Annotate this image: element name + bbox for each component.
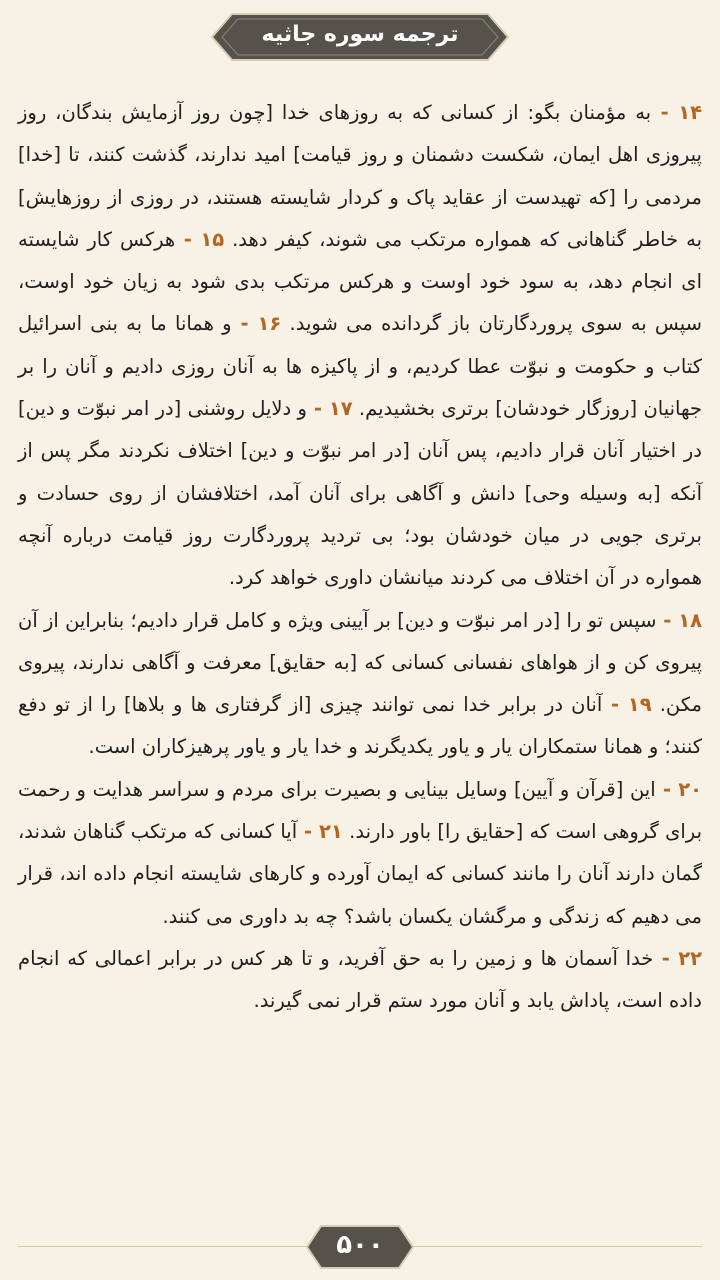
translation-body bbox=[18, 92, 702, 1023]
footer-rule-left bbox=[18, 1246, 308, 1247]
verse-text: و همانا ما به بنی اسرائیل کتاب و حکومت و نبوّت عطا کردیم، و از پاکیزه ها به آنان روزی دادیم و آنان را بر جهانیان [روزگار خودشان] برتری بخشیدیم. bbox=[18, 312, 702, 421]
verse-text: به مؤمنان بگو: از کسانی که به روزهای خدا [چون روز آزمایش بندگان، روز پیروزی اهل ایمان، شکست دشمنان و روز قیامت] امید ندارند، گذشت کنند، تا [خدا] مردمی را [که تهیدست از عقاید پاک و کردار شایسته هستند، در روزی از روزهایش] به خاطر گناهانی که همواره مرتکب می شوند، کیفر دهد. bbox=[18, 101, 703, 251]
verse-text: این [قرآن و آیین] وسایل بینایی و بصیرت برای مردم و سراسر هدایت و رحمت برای گروهی است که [حقایق را] باور دارند. bbox=[18, 777, 702, 844]
verse-number: ۲۲ - bbox=[653, 946, 703, 970]
verse-text: سپس تو را [در امر نبوّت و دین] بر آیینی ویژه و کامل قرار دادیم؛ بنابراین از آن پیروی کن و از هواهای نفسانی کسانی که [به حقایق] معرفت و آگاهی ندارند، پیروی مکن. bbox=[18, 608, 702, 717]
paragraph bbox=[18, 600, 702, 769]
verse-text: و دلایل روشنی [در امر نبوّت و دین] در اختیار آنان قرار دادیم، پس آنان [در امر نبوّت و دین] اختلاف نکردند مگر پس از آنکه [به وسیله وحی] دانش و آگاهی برای آنان آمد، اختلافشان از روی حسادت و برتری جویی در میان خودشان بود؛ بی تردید پروردگارت روز قیامت درباره آنچه همواره در آن اختلاف می کردند میانشان داوری خواهد کرد. bbox=[18, 397, 702, 590]
verse-number: ۱۴ - bbox=[651, 101, 702, 124]
paragraph bbox=[18, 938, 702, 1023]
verse-text: هرکس کار شایسته ای انجام دهد، به سود خود اوست و هرکس مرتکب بدی شود به زیان خود اوست، سپس به سوی پروردگارتان باز گردانده می شوید. bbox=[18, 227, 703, 336]
verse-number: ۱۷ - bbox=[306, 397, 353, 421]
paragraph bbox=[18, 92, 702, 600]
verse-text: آیا کسانی که مرتکب گناهان شدند، گمان دارند آنان را مانند کسانی که ایمان آورده و کارهای شایسته انجام داده اند، قرار می دهیم که زندگی و مرگشان یکسان باشد؟ چه بد داوری می کنند. bbox=[18, 820, 702, 928]
verse-text: خدا آسمان ها و زمین را به حق آفرید، و تا هر کس در برابر اعمالی که انجام داده است، پاداش یابد و آنان مورد ستم قرار نمی گیرند. bbox=[18, 946, 702, 1013]
title-banner bbox=[210, 12, 510, 62]
footer-rule-right bbox=[412, 1246, 702, 1247]
verse-number: ۲۱ - bbox=[297, 820, 343, 844]
page-number-badge bbox=[305, 1224, 415, 1270]
verse-number: ۱۹ - bbox=[602, 693, 652, 717]
verse-number: ۱۶ - bbox=[231, 312, 282, 336]
verse-number: ۲۰ - bbox=[655, 777, 702, 801]
verse-number: ۱۵ - bbox=[175, 227, 225, 251]
verse-number: ۱۸ - bbox=[656, 608, 703, 632]
verse-text: آنان در برابر خدا نمی توانند چیزی [از گرفتاری ها و بلاها] را از تو دفع کنند؛ و همانا ستمکاران یار و یاور یکدیگرند و خدا یار و یاور پرهیزکاران است. bbox=[18, 693, 702, 759]
paragraph bbox=[18, 769, 702, 938]
page-number: ۵۰۰ bbox=[336, 1230, 384, 1260]
page-title: ترجمه سوره جاثیه bbox=[261, 22, 459, 47]
